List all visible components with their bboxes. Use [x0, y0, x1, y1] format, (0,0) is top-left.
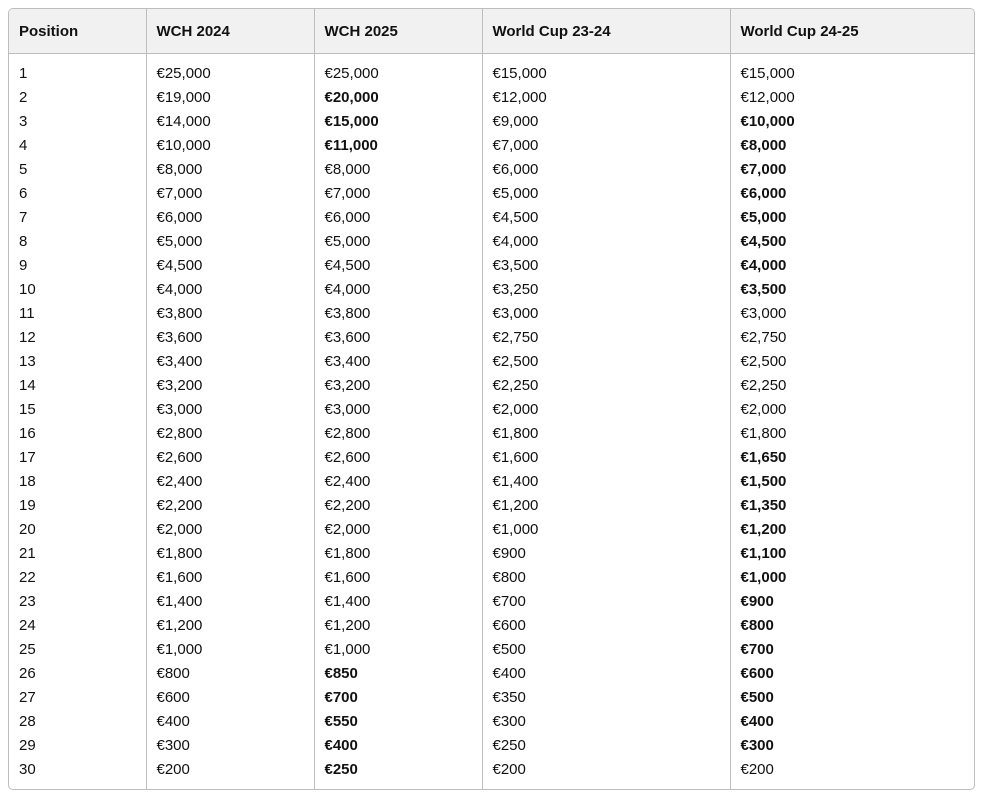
wch-2024-cell: €3,800 — [146, 302, 314, 326]
wch-2024-cell: €300 — [146, 734, 314, 758]
position-cell: 10 — [9, 278, 146, 302]
position-cell: 28 — [9, 710, 146, 734]
wch-2025-cell: €2,600 — [314, 446, 482, 470]
world-cup-23-24-cell: €1,200 — [482, 494, 730, 518]
world-cup-23-24-cell: €15,000 — [482, 54, 730, 87]
wch-2024-cell: €3,200 — [146, 374, 314, 398]
table-row — [9, 374, 974, 398]
position-cell: 6 — [9, 182, 146, 206]
world-cup-24-25-cell: €5,000 — [740, 209, 787, 226]
position-cell: 9 — [9, 254, 146, 278]
table-row — [9, 542, 974, 566]
position-cell: 17 — [9, 446, 146, 470]
table-row — [9, 254, 974, 278]
world-cup-23-24-cell: €2,750 — [482, 326, 730, 350]
world-cup-23-24-cell: €9,000 — [482, 110, 730, 134]
wch-2025-cell: €1,800 — [314, 542, 482, 566]
position-cell: 15 — [9, 398, 146, 422]
world-cup-23-24-cell: €1,800 — [482, 422, 730, 446]
wch-2025-cell: €400 — [314, 734, 482, 758]
table-row — [9, 110, 974, 134]
position-cell: 16 — [9, 422, 146, 446]
wch-2025-cell: €1,400 — [314, 590, 482, 614]
position-cell: 1 — [9, 54, 146, 87]
world-cup-24-25-cell: €600 — [740, 665, 774, 682]
wch-2025-cell: €1,000 — [314, 638, 482, 662]
world-cup-24-25-cell: €15,000 — [740, 65, 795, 82]
wch-2025-cell: €3,600 — [314, 326, 482, 350]
wch-2024-cell: €5,000 — [146, 230, 314, 254]
wch-2025-cell: €2,800 — [314, 422, 482, 446]
world-cup-24-25-cell: €2,750 — [740, 329, 787, 346]
wch-2025-cell: €700 — [314, 686, 482, 710]
position-cell: 11 — [9, 302, 146, 326]
position-cell: 19 — [9, 494, 146, 518]
world-cup-24-25-cell: €10,000 — [740, 113, 795, 130]
world-cup-23-24-cell: €12,000 — [482, 86, 730, 110]
world-cup-24-25-cell: €1,100 — [740, 545, 787, 562]
world-cup-23-24-cell: €3,500 — [482, 254, 730, 278]
wch-2025-cell: €4,000 — [314, 278, 482, 302]
wch-2025-cell: €11,000 — [314, 134, 482, 158]
wch-2024-cell: €3,000 — [146, 398, 314, 422]
table-row — [9, 686, 974, 710]
position-cell: 18 — [9, 470, 146, 494]
world-cup-24-25-cell: €8,000 — [740, 137, 787, 154]
world-cup-24-25-cell: €1,000 — [740, 569, 787, 586]
world-cup-24-25-cell: €1,500 — [740, 473, 787, 490]
wch-2025-cell: €2,000 — [314, 518, 482, 542]
world-cup-23-24-cell: €600 — [482, 614, 730, 638]
wch-2025-cell: €4,500 — [314, 254, 482, 278]
wch-2024-cell: €10,000 — [146, 134, 314, 158]
table-row — [9, 302, 974, 326]
wch-2025-cell: €3,400 — [314, 350, 482, 374]
wch-2025-cell: €850 — [314, 662, 482, 686]
wch-2025-cell: €15,000 — [314, 110, 482, 134]
world-cup-23-24-cell: €2,250 — [482, 374, 730, 398]
wch-2024-cell: €200 — [146, 758, 314, 790]
wch-2024-cell: €1,200 — [146, 614, 314, 638]
position-cell: 5 — [9, 158, 146, 182]
world-cup-23-24-cell: €300 — [482, 710, 730, 734]
world-cup-24-25-cell: €500 — [740, 689, 774, 706]
world-cup-23-24-cell: €4,500 — [482, 206, 730, 230]
position-cell: 4 — [9, 134, 146, 158]
world-cup-24-25-cell: €4,500 — [740, 233, 787, 250]
table-row — [9, 494, 974, 518]
world-cup-24-25-cell: €1,200 — [740, 521, 787, 538]
wch-2024-cell: €2,800 — [146, 422, 314, 446]
table-row — [9, 710, 974, 734]
table-row — [9, 518, 974, 542]
world-cup-23-24-cell: €500 — [482, 638, 730, 662]
wch-2024-cell: €2,000 — [146, 518, 314, 542]
world-cup-24-25-cell: €800 — [740, 617, 774, 634]
world-cup-24-25-cell: €300 — [740, 737, 774, 754]
table-row — [9, 206, 974, 230]
wch-2025-cell: €2,200 — [314, 494, 482, 518]
world-cup-23-24-cell: €3,000 — [482, 302, 730, 326]
world-cup-24-25-cell: €1,650 — [740, 449, 787, 466]
table-row — [9, 422, 974, 446]
world-cup-23-24-cell: €700 — [482, 590, 730, 614]
table-row — [9, 278, 974, 302]
position-cell: 21 — [9, 542, 146, 566]
wch-2025-cell: €3,200 — [314, 374, 482, 398]
world-cup-24-25-cell: €900 — [740, 593, 774, 610]
table-row — [9, 398, 974, 422]
table-row — [9, 614, 974, 638]
wch-2025-cell: €550 — [314, 710, 482, 734]
table-row — [9, 326, 974, 350]
world-cup-23-24-cell: €400 — [482, 662, 730, 686]
wch-2024-cell: €1,800 — [146, 542, 314, 566]
header-world-cup-23-24: World Cup 23-24 — [482, 9, 730, 54]
wch-2025-cell: €3,000 — [314, 398, 482, 422]
wch-2024-cell: €7,000 — [146, 182, 314, 206]
table-row — [9, 638, 974, 662]
wch-2025-cell: €25,000 — [314, 54, 482, 87]
table-row — [9, 470, 974, 494]
wch-2024-cell: €6,000 — [146, 206, 314, 230]
prize-money-table-container — [8, 8, 975, 790]
world-cup-24-25-cell: €2,250 — [740, 377, 787, 394]
world-cup-24-25-cell: €7,000 — [740, 161, 787, 178]
world-cup-24-25-cell: €12,000 — [740, 89, 795, 106]
world-cup-24-25-cell: €3,500 — [740, 281, 787, 298]
world-cup-23-24-cell: €6,000 — [482, 158, 730, 182]
wch-2024-cell: €1,000 — [146, 638, 314, 662]
header-wch-2024: WCH 2024 — [146, 9, 314, 54]
wch-2024-cell: €3,400 — [146, 350, 314, 374]
wch-2025-cell: €8,000 — [314, 158, 482, 182]
wch-2025-cell: €6,000 — [314, 206, 482, 230]
table-row — [9, 566, 974, 590]
position-cell: 13 — [9, 350, 146, 374]
wch-2024-cell: €1,400 — [146, 590, 314, 614]
wch-2025-cell: €20,000 — [314, 86, 482, 110]
world-cup-24-25-cell: €1,800 — [740, 425, 787, 442]
prize-money-table — [9, 9, 974, 790]
table-header — [9, 9, 974, 54]
table-row — [9, 86, 974, 110]
wch-2025-cell: €1,200 — [314, 614, 482, 638]
wch-2024-cell: €8,000 — [146, 158, 314, 182]
wch-2025-cell: €7,000 — [314, 182, 482, 206]
wch-2024-cell: €600 — [146, 686, 314, 710]
world-cup-23-24-cell: €2,000 — [482, 398, 730, 422]
wch-2024-cell: €4,500 — [146, 254, 314, 278]
wch-2025-cell: €5,000 — [314, 230, 482, 254]
table-row — [9, 230, 974, 254]
header-position: Position — [9, 9, 146, 54]
table-row — [9, 590, 974, 614]
position-cell: 3 — [9, 110, 146, 134]
wch-2024-cell: €14,000 — [146, 110, 314, 134]
table-row — [9, 446, 974, 470]
wch-2025-cell: €1,600 — [314, 566, 482, 590]
world-cup-23-24-cell: €4,000 — [482, 230, 730, 254]
world-cup-23-24-cell: €3,250 — [482, 278, 730, 302]
world-cup-24-25-cell: €2,500 — [740, 353, 787, 370]
table-row — [9, 54, 974, 87]
position-cell: 27 — [9, 686, 146, 710]
world-cup-23-24-cell: €5,000 — [482, 182, 730, 206]
header-wch-2025: WCH 2025 — [314, 9, 482, 54]
position-cell: 26 — [9, 662, 146, 686]
wch-2024-cell: €25,000 — [146, 54, 314, 87]
position-cell: 20 — [9, 518, 146, 542]
position-cell: 14 — [9, 374, 146, 398]
wch-2024-cell: €2,200 — [146, 494, 314, 518]
position-cell: 29 — [9, 734, 146, 758]
world-cup-24-25-cell: €2,000 — [740, 401, 787, 418]
world-cup-23-24-cell: €1,400 — [482, 470, 730, 494]
table-body — [9, 54, 974, 791]
wch-2024-cell: €400 — [146, 710, 314, 734]
world-cup-24-25-cell: €6,000 — [740, 185, 787, 202]
world-cup-24-25-cell: €4,000 — [740, 257, 787, 274]
wch-2024-cell: €800 — [146, 662, 314, 686]
table-row — [9, 350, 974, 374]
position-cell: 24 — [9, 614, 146, 638]
wch-2024-cell: €3,600 — [146, 326, 314, 350]
world-cup-23-24-cell: €2,500 — [482, 350, 730, 374]
wch-2025-cell: €250 — [314, 758, 482, 790]
position-cell: 12 — [9, 326, 146, 350]
position-cell: 22 — [9, 566, 146, 590]
world-cup-24-25-cell: €700 — [740, 641, 774, 658]
world-cup-23-24-cell: €900 — [482, 542, 730, 566]
world-cup-23-24-cell: €800 — [482, 566, 730, 590]
table-row — [9, 758, 974, 790]
table-row — [9, 662, 974, 686]
wch-2024-cell: €2,400 — [146, 470, 314, 494]
wch-2025-cell: €3,800 — [314, 302, 482, 326]
world-cup-23-24-cell: €200 — [482, 758, 730, 790]
position-cell: 8 — [9, 230, 146, 254]
wch-2024-cell: €1,600 — [146, 566, 314, 590]
table-row — [9, 134, 974, 158]
position-cell: 23 — [9, 590, 146, 614]
table-row — [9, 158, 974, 182]
header-world-cup-24-25: World Cup 24-25 — [730, 9, 974, 54]
position-cell: 25 — [9, 638, 146, 662]
world-cup-23-24-cell: €250 — [482, 734, 730, 758]
world-cup-24-25-cell: €400 — [740, 713, 774, 730]
world-cup-23-24-cell: €7,000 — [482, 134, 730, 158]
world-cup-24-25-cell: €200 — [740, 761, 774, 778]
world-cup-23-24-cell: €350 — [482, 686, 730, 710]
position-cell: 7 — [9, 206, 146, 230]
table-row — [9, 182, 974, 206]
world-cup-23-24-cell: €1,600 — [482, 446, 730, 470]
wch-2024-cell: €4,000 — [146, 278, 314, 302]
world-cup-24-25-cell: €3,000 — [740, 305, 787, 322]
wch-2024-cell: €19,000 — [146, 86, 314, 110]
world-cup-23-24-cell: €1,000 — [482, 518, 730, 542]
table-row — [9, 734, 974, 758]
world-cup-24-25-cell: €1,350 — [740, 497, 787, 514]
position-cell: 30 — [9, 758, 146, 790]
header-row — [9, 9, 974, 54]
wch-2025-cell: €2,400 — [314, 470, 482, 494]
position-cell: 2 — [9, 86, 146, 110]
wch-2024-cell: €2,600 — [146, 446, 314, 470]
